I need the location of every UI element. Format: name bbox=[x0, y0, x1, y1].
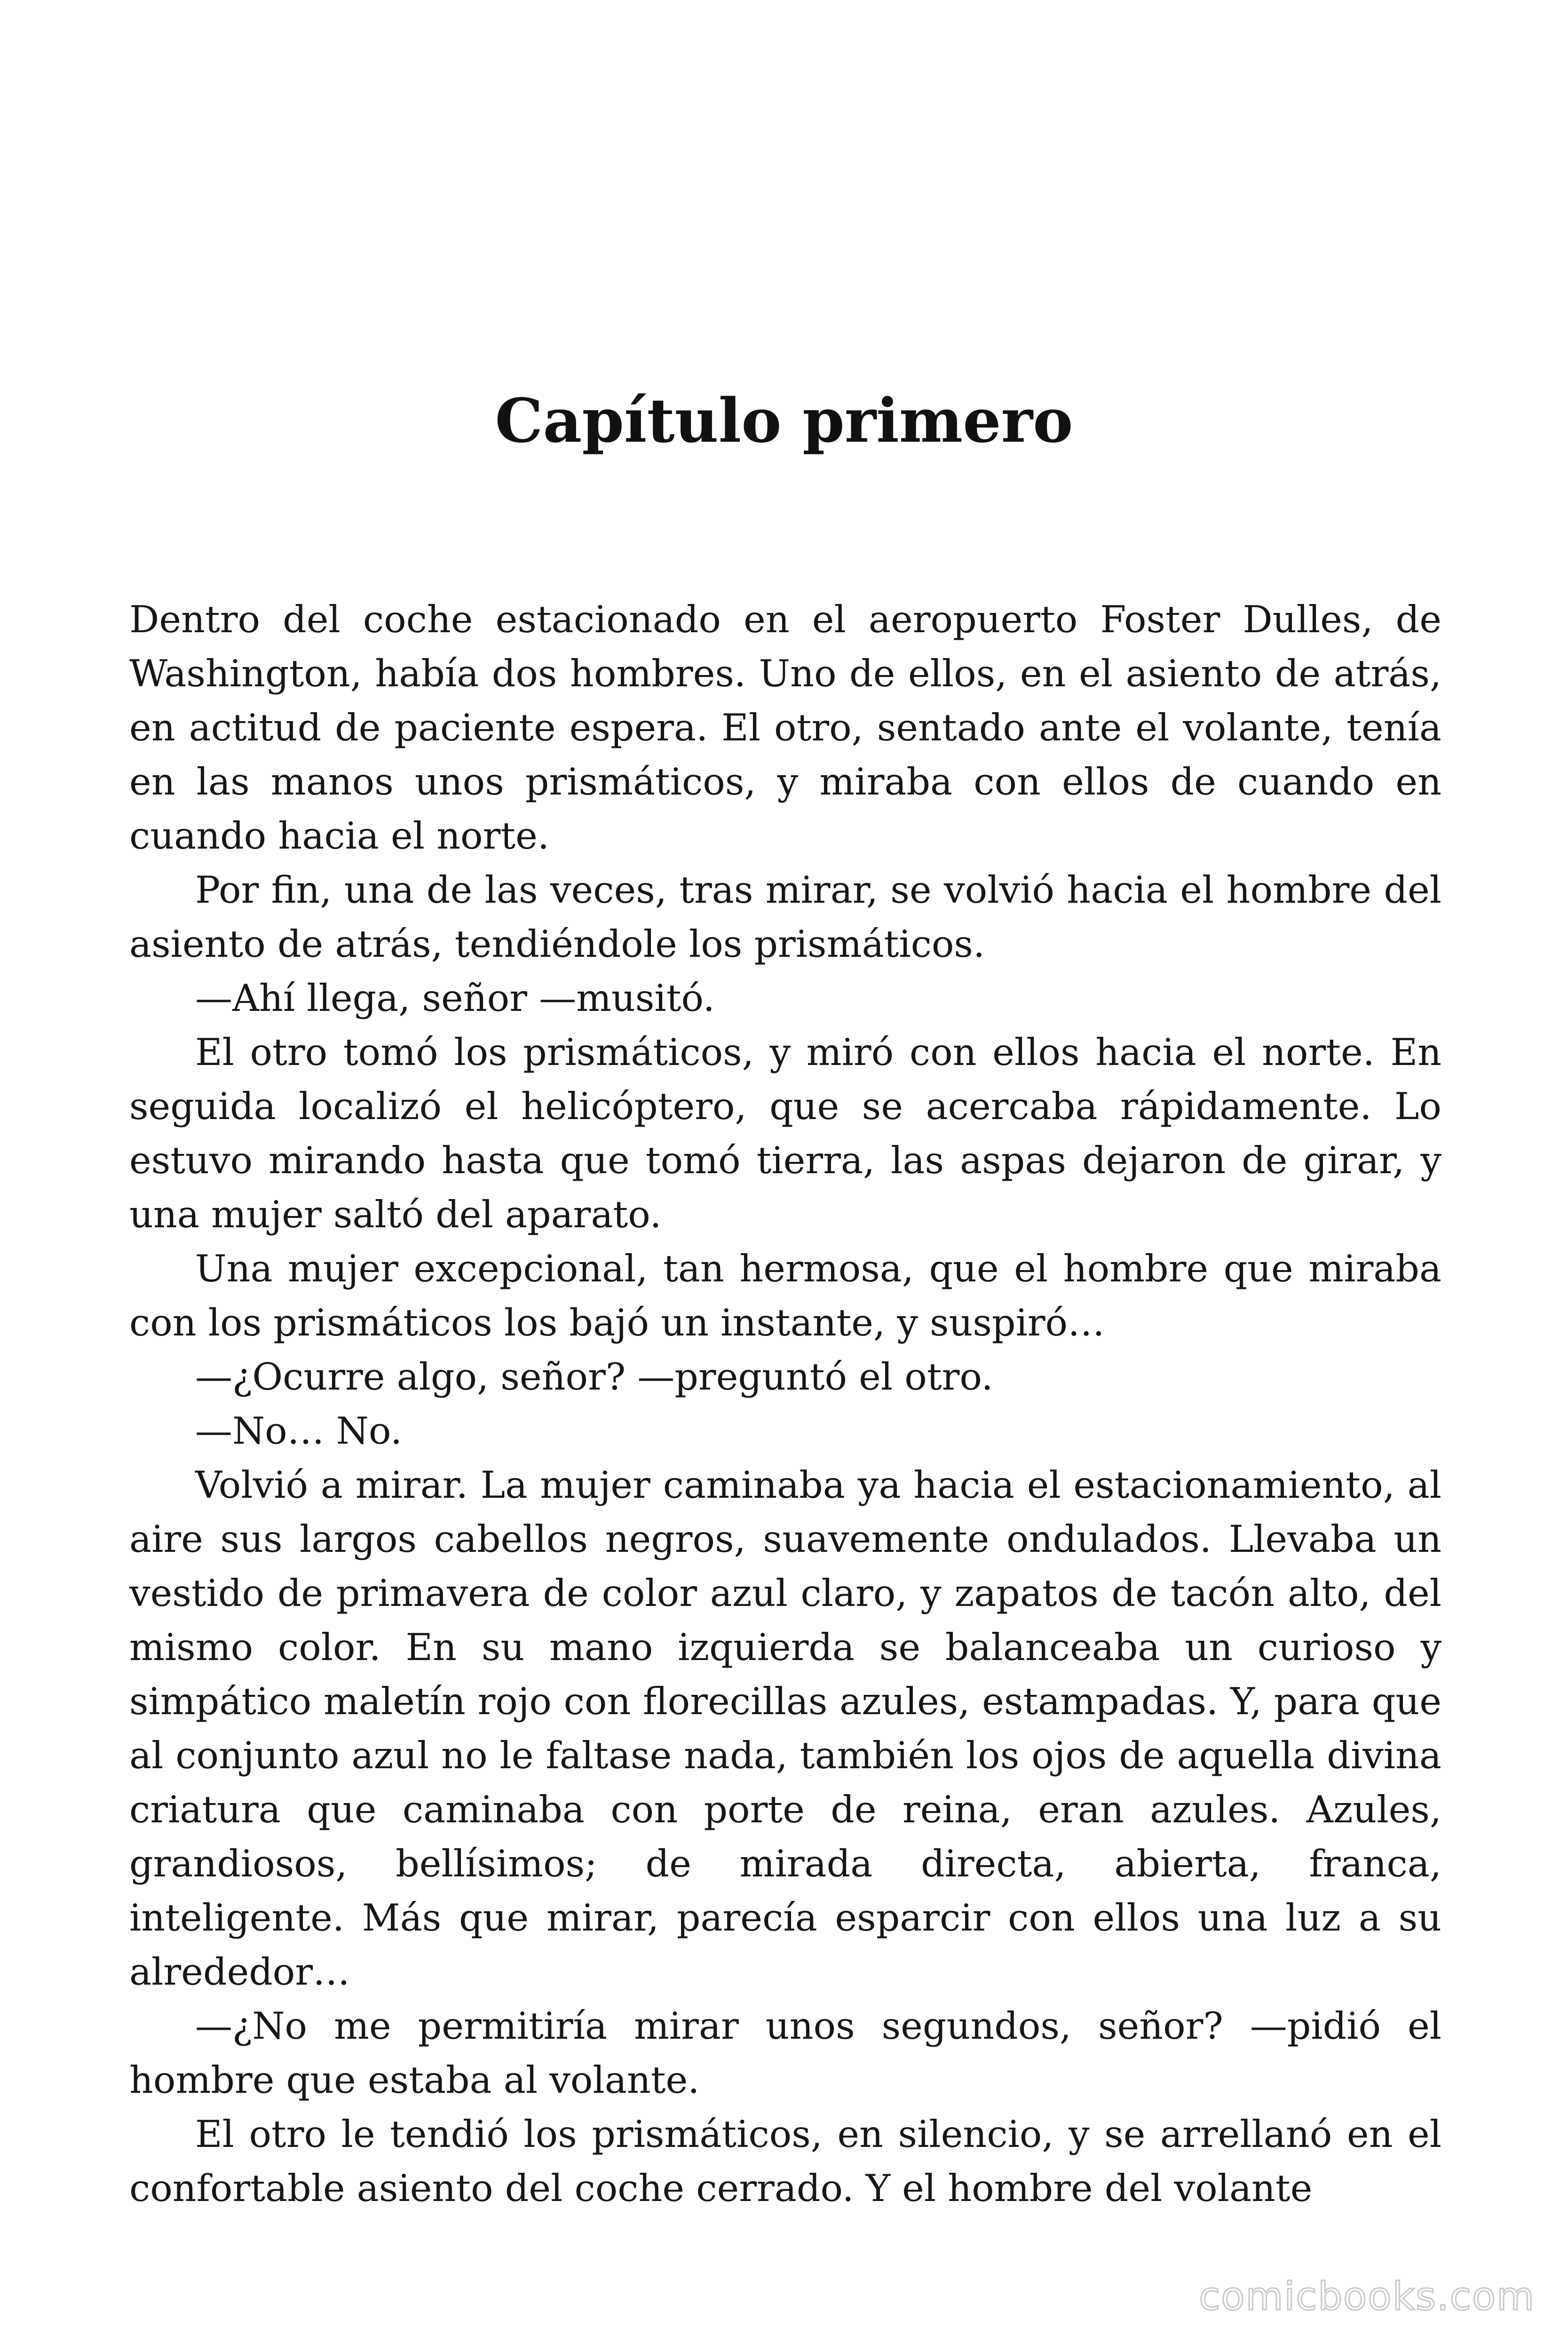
chapter-title: Capítulo primero bbox=[495, 386, 1073, 456]
paragraph-5: Una mujer excepcional, tan hermosa, que el hombre que miraba con los prismáticos los bajó un instante, y suspiró… bbox=[129, 1247, 1441, 1344]
watermark: comicbooks.com bbox=[1199, 2274, 1535, 2319]
chapter-body bbox=[129, 593, 1441, 2216]
paragraph-1: Dentro del coche estacionado en el aeropuerto Foster Dulles, de Washington, había dos hombres. Uno de ellos, en el asiento de atrás, en actitud de paciente espera. El otro, sentado ante el volante, tenía en las manos unos prismáticos, y miraba con ellos de cuando en cuando hacia el norte. bbox=[129, 598, 1441, 858]
paragraph-8: Volvió a mirar. La mujer caminaba ya hacia el estacionamiento, al aire sus largos cabellos negros, suavemente ondulados. Llevaba un vestido de primavera de color azul claro, y zapatos de tacón alto, del mismo color. En su mano izquierda se balanceaba un curioso y simpático maletín rojo con florecillas azules, estampadas. Y, para que al conjunto azul no le faltase nada, también los ojos de aquella divina criatura que caminaba con porte de reina, eran azules. Azules, grandiosos, bellísimos; de mirada directa, abierta, franca, inteligente. Más que mirar, parecía esparcir con ellos una luz a su alrededor… bbox=[129, 1463, 1441, 1994]
paragraph-10: El otro le tendió los prismáticos, en silencio, y se arrellanó en el confortable asiento del coche cerrado. Y el hombre del volante bbox=[129, 2113, 1441, 2210]
paragraph-3: —Ahí llega, señor —musitó. bbox=[195, 977, 715, 1020]
paragraph-7: —No… No. bbox=[195, 1409, 403, 1453]
paragraph-4: El otro tomó los prismáticos, y miró con ellos hacia el norte. En seguida localizó el helicóptero, que se acercaba rápidamente. Lo estuvo mirando hasta que tomó tierra, las aspas dejaron de girar, y una mujer saltó del aparato. bbox=[129, 1031, 1441, 1236]
paragraph-6: —¿Ocurre algo, señor? —preguntó el otro. bbox=[195, 1355, 993, 1398]
paragraph-2: Por fin, una de las veces, tras mirar, se volvió hacia el hombre del asiento de atrás, tendiéndole los prismáticos. bbox=[129, 868, 1441, 966]
paragraph-9: —¿No me permitiría mirar unos segundos, señor? —pidió el hombre que estaba al volante. bbox=[129, 2004, 1441, 2102]
